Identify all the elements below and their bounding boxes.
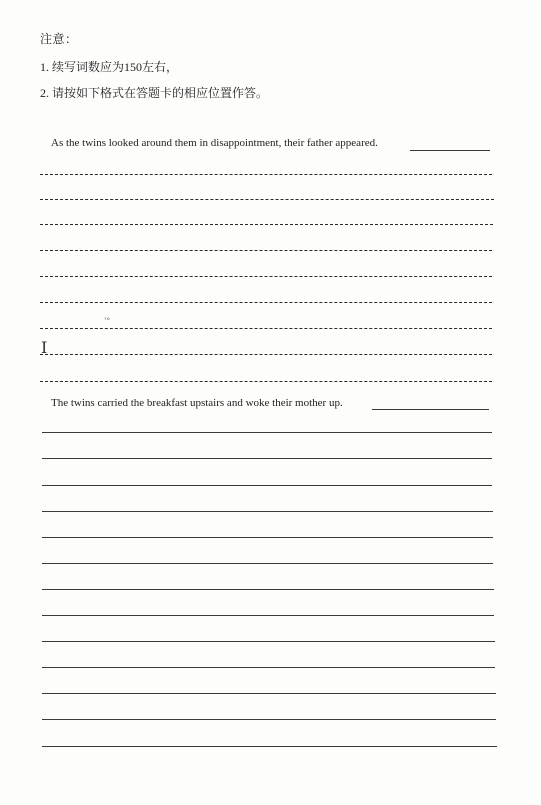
answer-line xyxy=(42,485,492,486)
section-2-prompt-tail-line xyxy=(372,409,489,410)
answer-line xyxy=(42,667,495,668)
answer-line xyxy=(42,458,492,459)
answer-line xyxy=(42,719,496,720)
answer-line xyxy=(42,563,493,564)
notice-item-1: 1. 续写词数应为150左右， xyxy=(40,60,179,74)
answer-line xyxy=(42,537,493,538)
answer-line xyxy=(40,276,492,277)
answer-line xyxy=(40,328,492,329)
answer-line xyxy=(42,589,494,590)
ink-speck: ’° xyxy=(104,316,110,325)
answer-line xyxy=(42,641,495,642)
section-1-prompt: As the twins looked around them in disappointment, their father appeared. xyxy=(51,137,378,149)
answer-line xyxy=(40,381,492,382)
answer-line xyxy=(40,354,492,355)
text-cursor-mark: I xyxy=(41,338,48,357)
section-1-prompt-tail-line xyxy=(410,150,490,151)
answer-line xyxy=(40,224,493,225)
answer-line xyxy=(42,511,493,512)
answer-line xyxy=(42,746,497,747)
section-2-prompt: The twins carried the breakfast upstairs and woke their mother up. xyxy=(51,397,343,409)
answer-line xyxy=(42,615,494,616)
notice-title: 注意： xyxy=(40,32,78,46)
answer-line xyxy=(42,432,492,433)
answer-line xyxy=(40,302,492,303)
notice-item-2: 2. 请按如下格式在答题卡的相应位置作答。 xyxy=(40,86,269,100)
answer-line xyxy=(42,693,496,694)
answer-line xyxy=(40,199,494,200)
answer-line xyxy=(40,174,492,175)
answer-line xyxy=(40,250,492,251)
